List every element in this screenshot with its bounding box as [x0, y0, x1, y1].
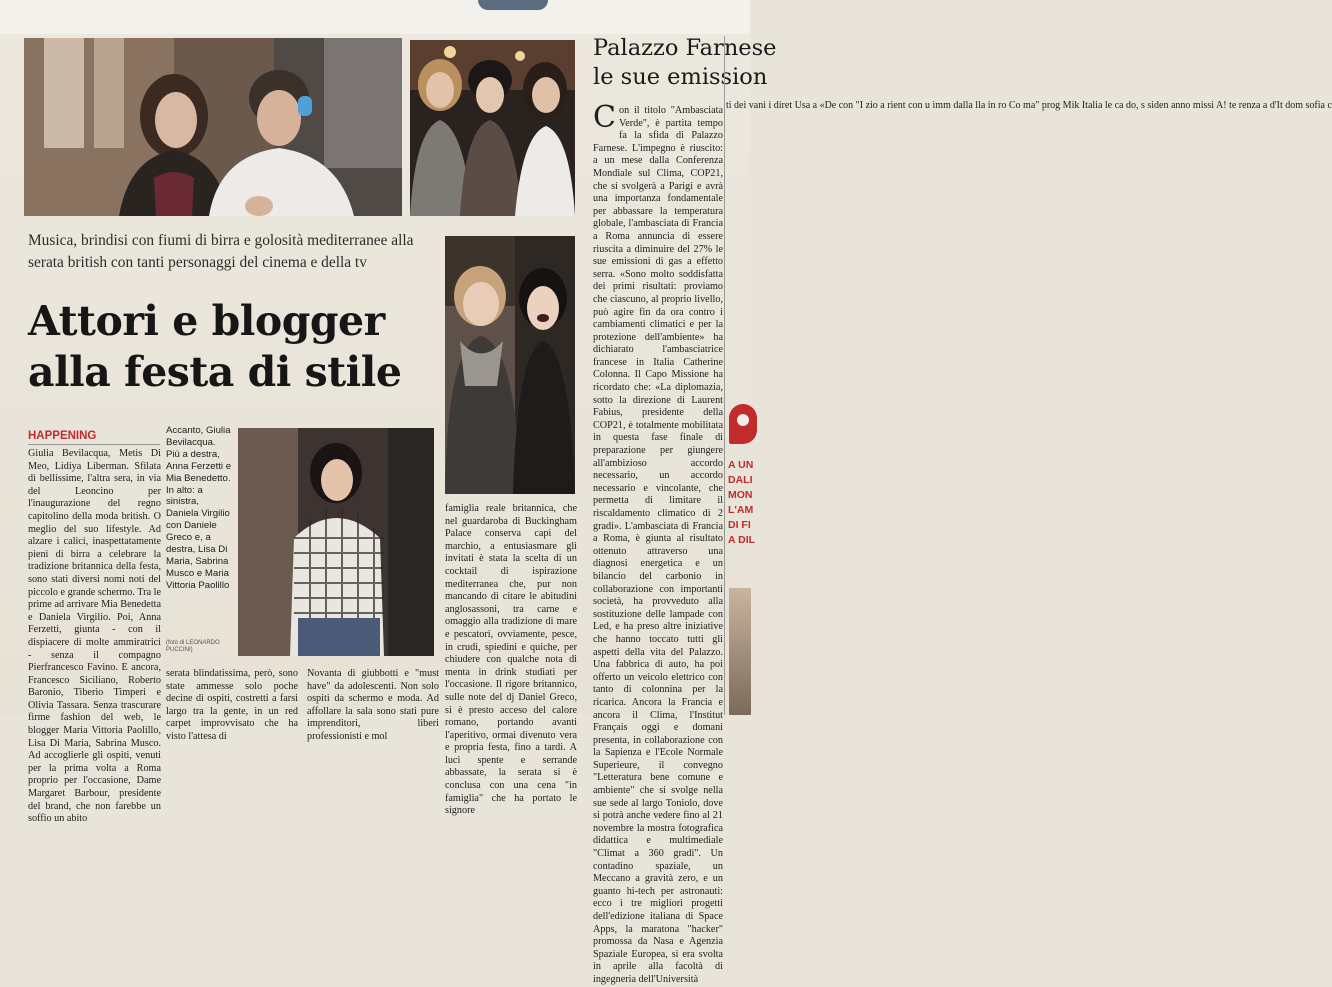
column-divider: [724, 36, 725, 715]
section-kicker: HAPPENING: [28, 430, 97, 442]
ad-line: MON: [728, 489, 753, 501]
kicker-rule: [28, 444, 160, 445]
ad-line: A DIL: [728, 534, 756, 546]
ad-line: DALI: [728, 474, 753, 486]
photo-credit: (foto di LEONARDO PUCCINI): [166, 640, 220, 653]
photo-caption: Accanto, Giulia Bevilacqua. Più a destra, Anna Ferzetti e Mia Benedetto. In alto: a sinistra, Daniela Virgilio con Daniele Greco e, a destra, Lisa Di Maria, Sabrina Musco e Maria Vittoria Paolillo: [166, 425, 232, 591]
photo-ferzetti-benedetta: [445, 236, 575, 494]
article-column-1: Giulia Bevilacqua, Metis Di Meo, Lidiya Liberman. Sfilata di bellissime, l'altra sera, in via del Leoncino per l'inaugurazione del regno capitolino della moda british. O meglio del suo lifestyle. Ad alzare i calici, inaspettatamente pieni di birra a celebrare la tradizione britannica della festa, sono stati diversi nomi noti del piccolo e grande schermo. Tra le prime ad arrivare Mia Benedetta e Daniela Virgilio. Poi, Anna Ferzetti, giunta - con il dispiacere di molte ammiratrici - senza il compagno Pierfrancesco Favino. E ancora, Francesco Siciliano, Roberto Baronio, Tiberio Timperi e Olivia Tassara. Senza trascurare firme fashion del web, le blogger Maria Vittoria Paolillo, Lisa Di Maria, Sabrina Musco. Ad accoglierle gli ospiti, venuti per la prima volta a Roma proprio per l'occasione, Dame Margaret Barbour, presidente del brand, che non farebbe un soffio un abito: [28, 448, 161, 825]
drop-cap: C: [593, 100, 616, 135]
binder-clip: [478, 0, 548, 10]
side-article-title: [593, 34, 777, 92]
ad-line: L'AM: [728, 504, 754, 516]
ad-line: DI FI: [728, 519, 751, 531]
article-column-4: famiglia reale britannica, che nel guardaroba di Buckingham Palace conserva capi del marchio, a entusiasmare gli invitati è stata la scelta di un cocktail di ispirazione mediterranea che, pur non mancando di citare le abitudini anglosassoni, tra carne e omaggio alla tradizione di mare e pescatori, ovviamente, pesce, in crudi, spiedini e quiche, per chiudere con qualche nota di menta in drink studiati per l'occasione. Il rigore britannico, sulle note del dj Daniel Greco, si è presto acceso del calore romano, portando avanti l'aperitivo, ormai divenuto vera e propria festa, fino a tardi. A luci spente e serrande abbassate, la serata si è conclusa con una cena "in famiglia" che ha portato le signore: [445, 503, 577, 817]
article-column-3: Novanta di giubbotti e "must have" da adolescenti. Non solo ospiti da schermo e moda. Ad affollare la sala sono stati pure imprenditori, liberi professionisti e mol: [307, 668, 439, 742]
edge-photo: [729, 588, 751, 715]
photo-guests-with-dj: [24, 38, 402, 216]
side-title-line-1: Palazzo Farnese: [593, 35, 777, 61]
page-top-margin: [0, 0, 750, 34]
edge-column-text: ti dei vani i diret Usa a «De con "I zio a rient con u imm dalla lla in ro Co ma" prog Mik Italia le ca do, s siden anno missi A! te renza a d'It dom sofia c: [726, 100, 1332, 111]
side-article-body: [593, 100, 723, 985]
side-article-text: on il titolo "Ambasciata Verde", è partita tempo fa la sfida di Palazzo Farnese. L'impegno è riuscito: a un mese dalla Conferenza Mondiale sul Clima, COP21, che si svolgerà a Parigi e avrà una importanza fondamentale per abbassare la temperatura globale, l'ambasciata di Francia a Roma annuncia di essere riuscita a diminuire del 27% le sue emissioni di gas a effetto serra. «Sono molto soddisfatta dei primi risultati: proviamo che ciascuno, al proprio livello, può agire fin da ora contro i cambiamenti climatici e per la protezione dell'ambiente» ha dichiarato l'ambasciatrice francese in Italia Catherine Colonna. Il Capo Missione ha ricordato che: «La diplomazia, sotto la direzione di Laurent Fabius, presidente della COP21, è totalmente mobilitata in questa fase finale di preparazione per giungere all'ambizioso accordo necessario, un accordo necessario e vincolante, che permetta di limitare il riscaldamento climatico di 2 gradi». L'ambasciata di Francia a Roma, è giunta al risultato ottenuto attraverso una diagnosi energetica e un bilancio del carbonio in collaborazione con importanti società, ha provveduto alla sostituzione delle lampade con Led, e ha preso altre iniziative che hanno toccato tutti gli aspetti della vita del Palazzo. Una fabbrica di auto, ha poi offerto un veicolo elettrico con tanto di colonnina per la ricarica. Ancora la Francia e ancora il Clima, l'Institut Français oggi e domani presenta, in collaborazione con la Sapienza e l'Ecole Normale Superieure, il convegno "Letteratura bene comune e ambiente" che si svolge nella sue sede al largo Toniolo, dove si potrà anche vedere fino al 21 novembre la mostra fotografica didattica e multimediale "Climat a 360 gradi". Un contadino spaziale, un Meccano a gravità zero, e un guanto hi-tech per astronauti: ecco i tre migliori progetti dell'edizione italiana di Space Apps, la maratona "hacker" promossa da Nasa e Agenzia Spaziale Europea, si era svolta in aprile alla facoltà di ingegneria dell'Università: [593, 105, 723, 985]
subheadline: Musica, brindisi con fiumi di birra e golosità mediterranee alla serata british con tanti personaggi del cinema e della tv: [28, 232, 414, 271]
map-pin-icon: [729, 404, 757, 444]
edge-ad-text: [728, 458, 756, 578]
article-column-2: serata blindatissima, però, sono state ammesse solo poche decine di ospiti, costretti a farsi largo tra la gente, in un red carpet improvvisato che ha visto l'attesa di: [166, 668, 298, 742]
photo-giulia-bevilacqua: [238, 428, 434, 656]
headline: Attori e blogger alla festa di stile: [28, 297, 402, 396]
photo-three-bloggers: [410, 40, 575, 216]
ad-line: A UN: [728, 459, 754, 471]
side-title-line-2: le sue emission: [593, 64, 768, 90]
